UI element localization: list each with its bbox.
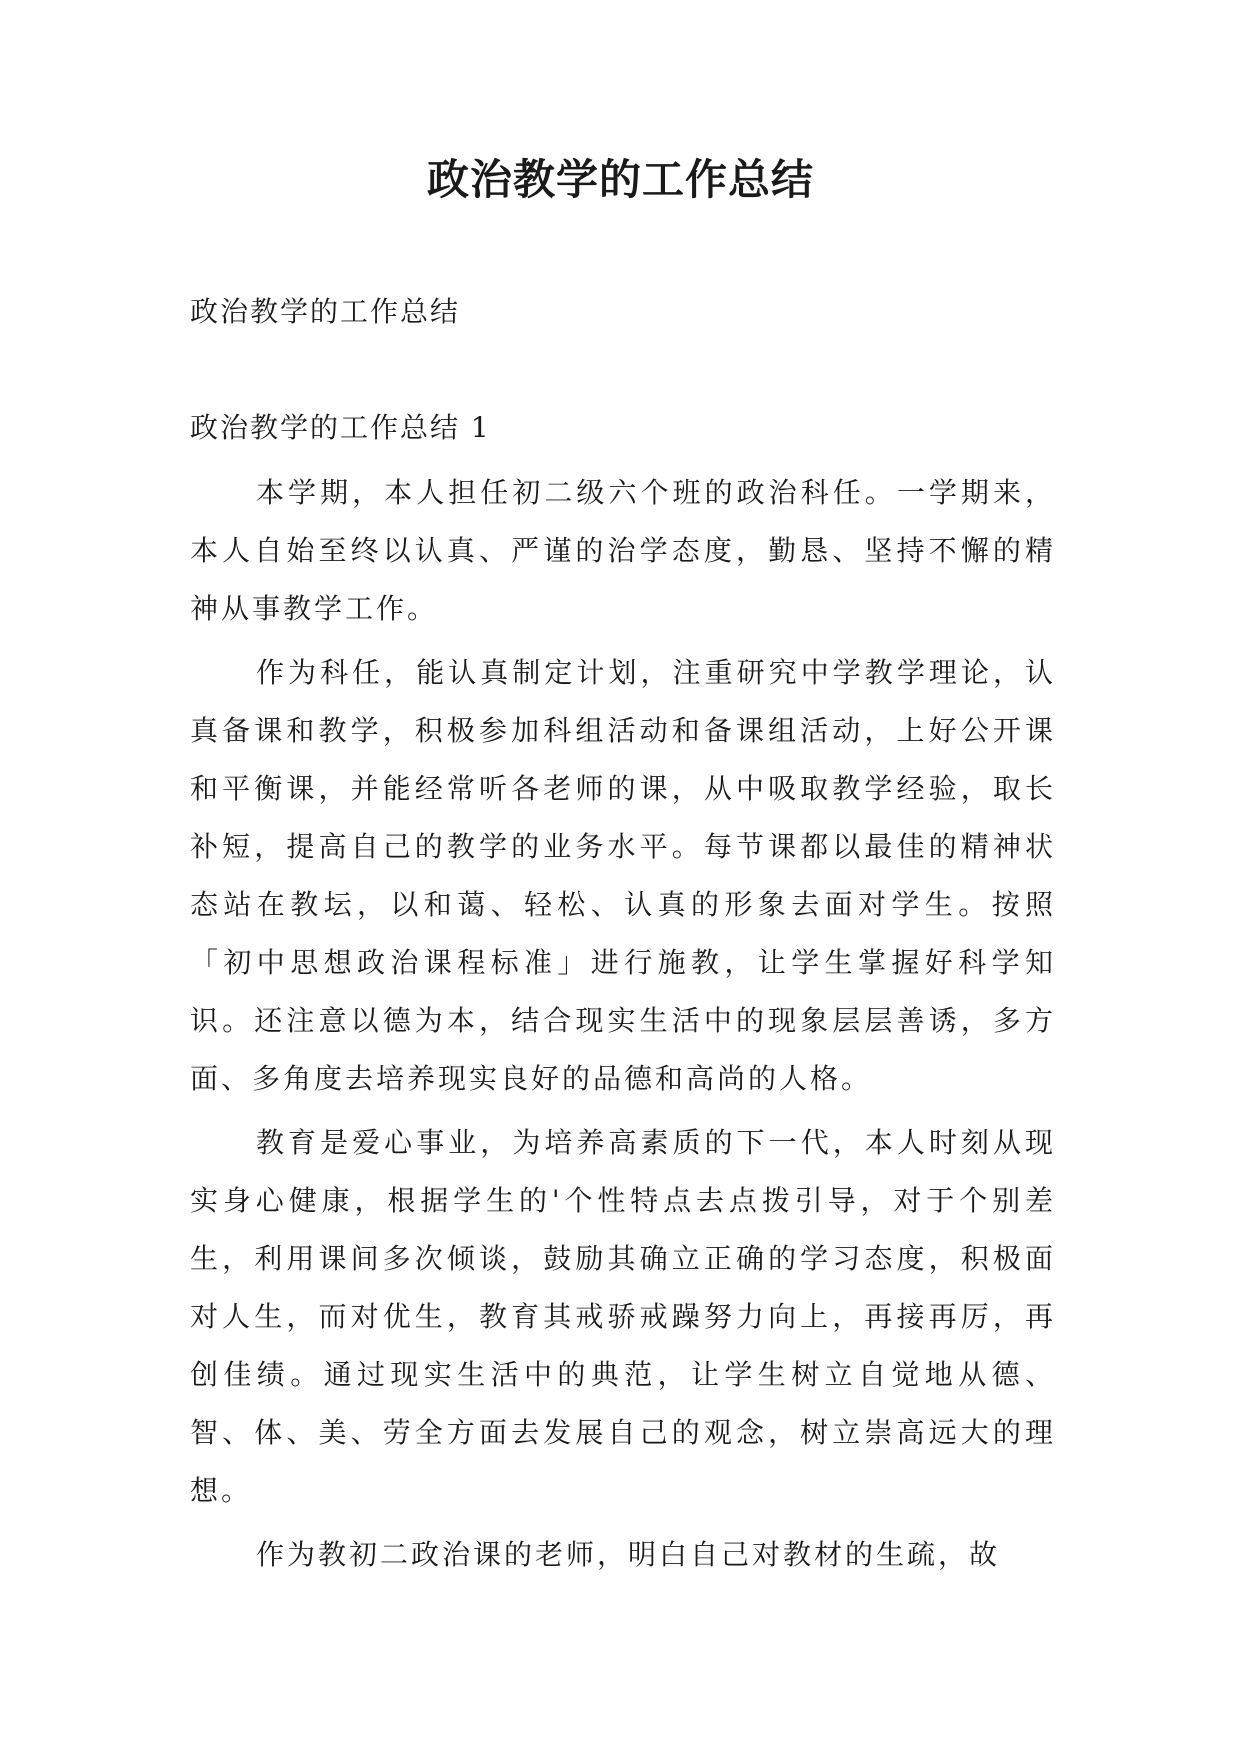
document-subtitle: 政治教学的工作总结 — [190, 295, 461, 328]
body-paragraph: 教育是爱心事业，为培养高素质的下一代，本人时刻从现实身心健康，根据学生的'个性特点去点拨引导，对于个别差生，利用课间多次倾谈，鼓励其确立正确的学习态度，积极面对人生，而对优生，教育其戒骄戒躁努力向上，再接再厉，再创佳绩。通过现实生活中的典范，让学生树立自觉地从德、智、体、美、劳全方面去发展自己的观念，树立崇高远大的理想。 — [190, 1126, 1056, 1507]
document-title: 政治教学的工作总结 — [426, 155, 814, 204]
body-paragraph: 作为教初二政治课的老师，明白自己对教材的生疏，故 — [256, 1538, 1001, 1571]
body-paragraph: 作为科任，能认真制定计划，注重研究中学教学理论，认真备课和教学，积极参加科组活动和备课组活动，上好公开课和平衡课，并能经常听各老师的课，从中吸取教学经验，取长补短，提高自己的教学的业务水平。每节课都以最佳的精神状态站在教坛，以和蔼、轻松、认真的形象去面对学生。按照「初中思想政治课程标准」进行施教，让学生掌握好科学知识。还注意以德为本，结合现实生活中的现象层层善诱，多方面、多角度去培养现实良好的品德和高尚的人格。 — [190, 656, 1056, 1095]
section-heading: 政治教学的工作总结 1 — [190, 411, 491, 444]
document-body — [190, 464, 1056, 1590]
body-paragraph: 本学期，本人担任初二级六个班的政治科任。一学期来，本人自始至终以认真、严谨的治学态度，勤恳、坚持不懈的精神从事教学工作。 — [190, 476, 1056, 625]
